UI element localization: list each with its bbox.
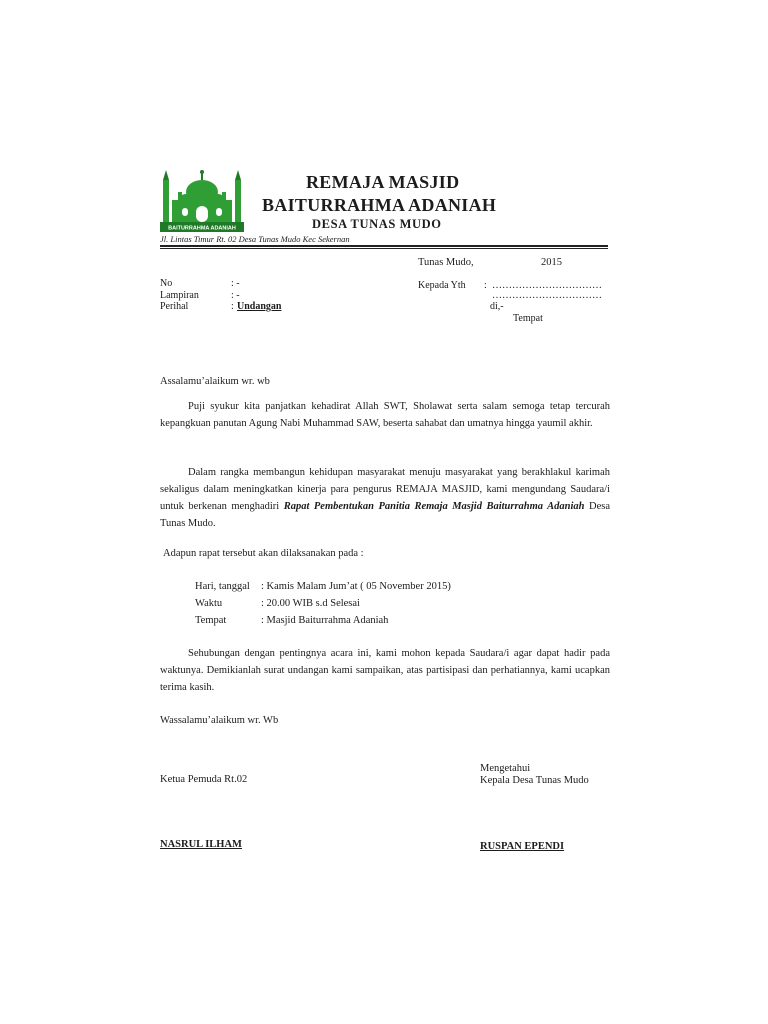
mosque-logo [160, 166, 244, 232]
paragraph-2-emphasis: Rapat Pembentukan Panitia Remaja Masjid Baiturrahma Adaniah [283, 501, 585, 512]
lampiran-value: : - [231, 290, 240, 301]
schedule-place-value: : Masjid Baiturrahma Adaniah [261, 615, 389, 626]
perihal-colon: : [231, 301, 234, 312]
org-name-line1: REMAJA MASJID [306, 172, 460, 192]
recipient-label: Kepada Yth [418, 280, 466, 291]
recipient-dots-1: …………………………… [492, 280, 602, 291]
no-value: : - [231, 278, 240, 289]
schedule-place-label: Tempat [195, 615, 227, 626]
right-signer-pre: Mengetahui [480, 763, 531, 774]
org-address: Jl. Lintas Timur Rt. 02 Desa Tunas Mudo Kec Sekernan [160, 234, 350, 244]
date-year: 2015 [541, 257, 562, 268]
left-signer-title: Ketua Pemuda Rt.02 [160, 774, 248, 785]
org-name-line3: DESA TUNAS MUDO [312, 217, 442, 231]
paragraph-3: Sehubungan dengan pentingnya acara ini, kami mohon kepada Saudara/i agar dapat hadir pada waktunya. Demikianlah surat undangan kami sampaikan, atas partisipasi dan perhatiannya, kami ucapkan terima kasih. [160, 648, 610, 693]
left-signer-name: NASRUL ILHAM [160, 839, 242, 850]
paragraph-1: Puji syukur kita panjatkan kehadirat Allah SWT, Sholawat serta salam semoga tetap tercurah kepangkuan panutan Agung Nabi Muhammad SAW, beserta sahabat dan umatnya hingga yaumil akhir. [160, 401, 610, 429]
no-label: No [160, 278, 173, 289]
schedule-time-value: : 20.00 WIB s.d Selesai [261, 598, 360, 609]
schedule-day-value: : Kamis Malam Jum’at ( 05 November 2015) [261, 581, 451, 592]
schedule-day-label: Hari, tanggal [195, 581, 250, 592]
letterhead-rule [160, 245, 608, 247]
recipient-dots-2: …………………………… [492, 290, 602, 301]
closing: Wassalamu’alaikum wr. Wb [160, 715, 279, 726]
perihal-label: Perihal [160, 301, 189, 312]
recipient-di: di,- [490, 301, 504, 312]
right-signer-title: Kepala Desa Tunas Mudo [480, 775, 589, 786]
schedule-intro: Adapun rapat tersebut akan dilaksanakan pada : [163, 548, 364, 559]
paragraph-2-end: Desa Tunas Mudo. [160, 501, 610, 529]
paragraph-2-text: Dalam rangka membangun kehidupan masyarakat menuju masyarakat yang berakhlakul karimah sekaligus dalam meningkatkan kinerja para pengurus REMAJA MASJID, kami mengundang Saudara/i untuk berkenan menghadiri [160, 467, 610, 512]
recipient-colon: : [484, 280, 487, 291]
right-signer-name: RUSPAN EPENDI [480, 841, 565, 852]
paragraph-2 [160, 464, 610, 532]
date-place: Tunas Mudo, [418, 257, 474, 268]
schedule-time-label: Waktu [195, 598, 223, 609]
recipient-tempat: Tempat [513, 313, 543, 324]
perihal-value: Undangan [237, 301, 282, 312]
salutation: Assalamu’alaikum wr. wb [160, 376, 270, 387]
letterhead-rule-thin [160, 248, 608, 249]
lampiran-label: Lampiran [160, 290, 199, 301]
logo-caption: BAITURRAHMA ADANIAH [168, 225, 236, 232]
org-name-line2: BAITURRAHMA ADANIAH [262, 195, 497, 215]
